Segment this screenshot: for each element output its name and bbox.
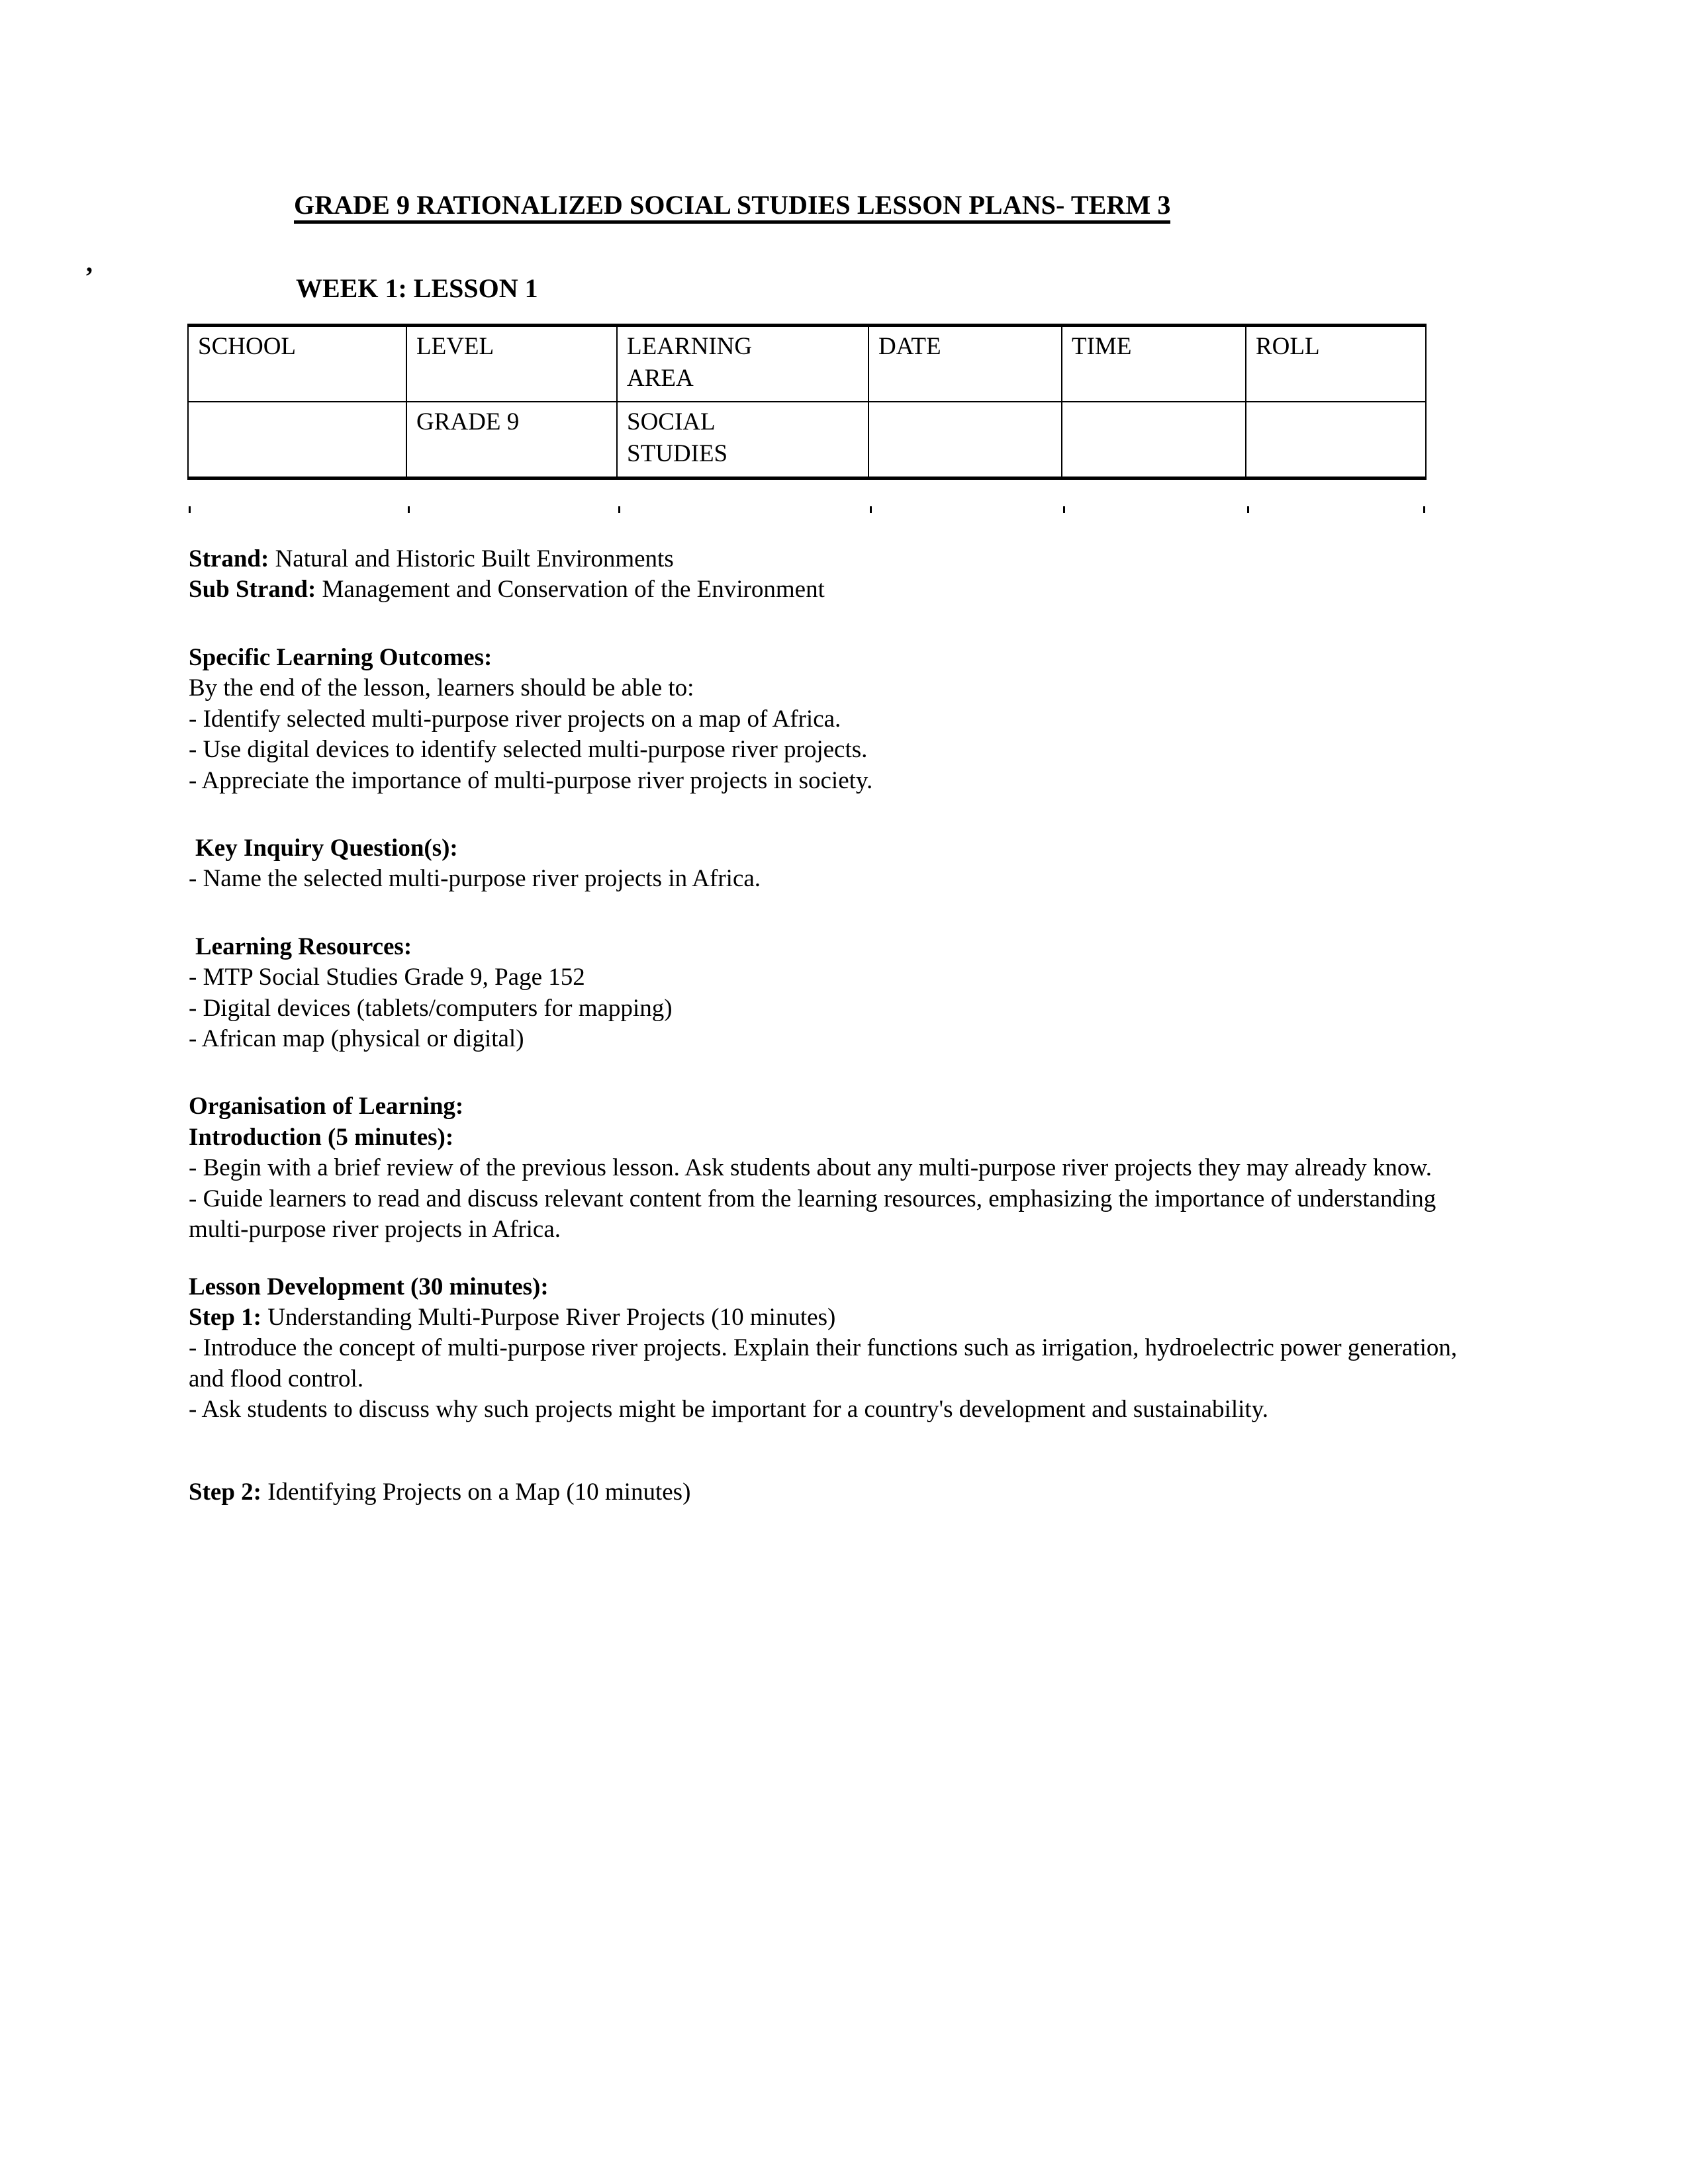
table-cell-learning-area-line1: SOCIAL (627, 408, 716, 436)
spacer (189, 1426, 1466, 1477)
spacer (189, 606, 1466, 643)
table-tick-mark (618, 506, 620, 513)
page-title: GRADE 9 RATIONALIZED SOCIAL STUDIES LESSON PLANS- TERM 3 (294, 191, 1170, 224)
spacer (189, 796, 1466, 833)
table-tick-mark (1247, 506, 1249, 513)
list-item: - Begin with a brief review of the previous lesson. Ask students about any multi-purpose river projects they may already know. (189, 1154, 1432, 1182)
spacer (189, 1054, 1466, 1091)
strand-label: Strand: (189, 545, 269, 572)
list-item: - Guide learners to read and discuss relevant content from the learning resources, emphasizing the importance of understanding multi-purpose river projects in Africa. (189, 1185, 1436, 1244)
list-item: - Appreciate the importance of multi-purpose river projects in society. (189, 766, 873, 794)
table-header-roll: ROLL (1246, 326, 1426, 402)
table-cell-roll-value[interactable] (1246, 402, 1426, 478)
list-item: - Use digital devices to identify selected multi-purpose river projects. (189, 736, 868, 764)
step-2-title: Identifying Projects on a Map (10 minutes) (267, 1478, 691, 1506)
table-header-school: SCHOOL (188, 326, 406, 402)
week-lesson-heading: WEEK 1: LESSON 1 (296, 273, 538, 303)
table-tick-mark (408, 506, 410, 513)
table-header-row (188, 326, 1426, 402)
introduction-heading: Introduction (5 minutes): (189, 1123, 454, 1151)
table-header-level: LEVEL (406, 326, 617, 402)
table-header-time: TIME (1062, 326, 1246, 402)
table-tick-mark (1423, 506, 1425, 513)
specific-learning-outcomes-intro: By the end of the lesson, learners should be able to: (189, 674, 694, 702)
spacer (189, 895, 1466, 932)
list-item: - MTP Social Studies Grade 9, Page 152 (189, 964, 585, 991)
step-2-label: Step 2: (189, 1478, 261, 1506)
step-1-label: Step 1: (189, 1304, 261, 1332)
table-cell-learning-area-line2: STUDIES (627, 440, 728, 468)
table-cell-learning-area-value (617, 402, 868, 478)
learning-resources-heading: Learning Resources: (195, 933, 412, 960)
strand-line (189, 544, 1466, 574)
list-item: - Name the selected multi-purpose river projects in Africa. (189, 865, 761, 893)
lesson-development-heading: Lesson Development (30 minutes): (189, 1273, 549, 1300)
table-cell-time-value[interactable] (1062, 402, 1246, 478)
lesson-info-table (187, 324, 1427, 480)
key-inquiry-questions-heading: Key Inquiry Question(s): (195, 834, 458, 862)
list-item: - African map (physical or digital) (189, 1025, 524, 1053)
table-header-date: DATE (868, 326, 1062, 402)
sub-strand-value: Management and Conservation of the Environment (322, 576, 825, 604)
list-item: - Digital devices (tablets/computers for mapping) (189, 994, 673, 1022)
sub-strand-label: Sub Strand: (189, 576, 316, 604)
spacer (189, 1246, 1466, 1272)
table-cell-level-value: GRADE 9 (406, 402, 617, 478)
table-tick-mark (189, 506, 191, 513)
sub-strand-line (189, 574, 1466, 605)
table-header-learning-area (617, 326, 868, 402)
step-2-line (189, 1477, 1466, 1508)
table-tick-mark (870, 506, 872, 513)
table-header-learning-area-line1: LEARNING (627, 333, 753, 360)
table-header-learning-area-line2: AREA (627, 365, 694, 392)
specific-learning-outcomes-heading: Specific Learning Outcomes: (189, 643, 492, 671)
stray-margin-mark: ’ (85, 261, 94, 291)
lesson-plan-body (189, 544, 1466, 1508)
list-item: - Introduce the concept of multi-purpose river projects. Explain their functions such as irrigation, hydroelectric power generation, and flood control. (189, 1334, 1458, 1392)
table-cell-date-value[interactable] (868, 402, 1062, 478)
organisation-of-learning-heading: Organisation of Learning: (189, 1093, 464, 1120)
strand-value: Natural and Historic Built Environments (275, 545, 674, 572)
table-tick-mark (1063, 506, 1065, 513)
list-item: - Identify selected multi-purpose river projects on a map of Africa. (189, 705, 841, 733)
table-value-row (188, 402, 1426, 478)
table-cell-school-value[interactable] (188, 402, 406, 478)
list-item: - Ask students to discuss why such projects might be important for a country's development and sustainability. (189, 1396, 1268, 1424)
step-1-title: Understanding Multi-Purpose River Projects (10 minutes) (267, 1304, 836, 1332)
step-1-line (189, 1302, 1466, 1333)
